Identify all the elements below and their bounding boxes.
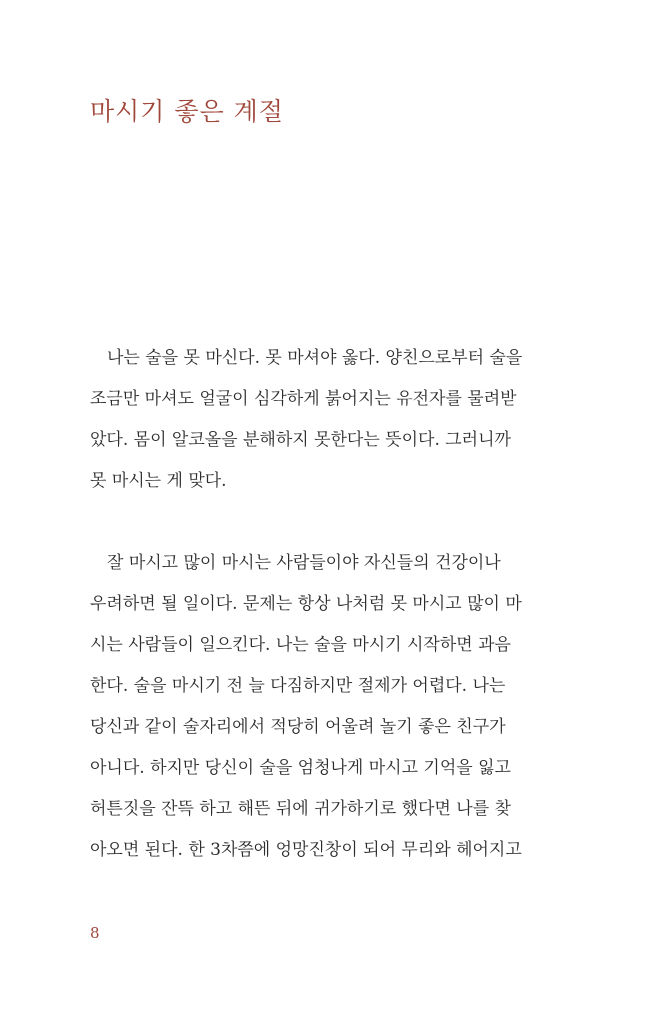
text-line: 허튼짓을 잔뜩 하고 해뜬 뒤에 귀가하기로 했다면 나를 찾	[90, 799, 511, 819]
text-line: 못 마시는 게 맞다.	[90, 471, 227, 491]
text-line: 잘 마시고 많이 마시는 사람들이야 자신들의 건강이나	[107, 553, 501, 573]
text-line: 나는 술을 못 마신다. 못 마셔야 옳다. 양친으로부터 술을	[107, 348, 523, 368]
text-line: 조금만 마셔도 얼굴이 심각하게 붉어지는 유전자를 물려받	[90, 389, 517, 409]
text-line: 시는 사람들이 일으킨다. 나는 술을 마시기 시작하면 과음	[90, 635, 511, 655]
paragraph-2	[90, 543, 560, 871]
text-line: 한다. 술을 마시기 전 늘 다짐하지만 절제가 어렵다. 나는	[90, 676, 506, 696]
text-line: 아오면 된다. 한 3차쯤에 엉망진창이 되어 무리와 헤어지고	[90, 840, 522, 860]
text-line: 당신과 같이 술자리에서 적당히 어울려 놀기 좋은 친구가	[90, 717, 506, 737]
text-line: 았다. 몸이 알코올을 분해하지 못한다는 뜻이다. 그러니까	[90, 430, 511, 450]
page-number: 8	[90, 924, 100, 942]
body-text	[90, 338, 560, 871]
text-line: 아니다. 하지만 당신이 술을 엄청나게 마시고 기억을 잃고	[90, 758, 511, 778]
paragraph-1	[90, 338, 560, 502]
chapter-title: 마시기 좋은 계절	[90, 97, 284, 126]
text-line: 우려하면 될 일이다. 문제는 항상 나처럼 못 마시고 많이 마	[90, 594, 522, 614]
